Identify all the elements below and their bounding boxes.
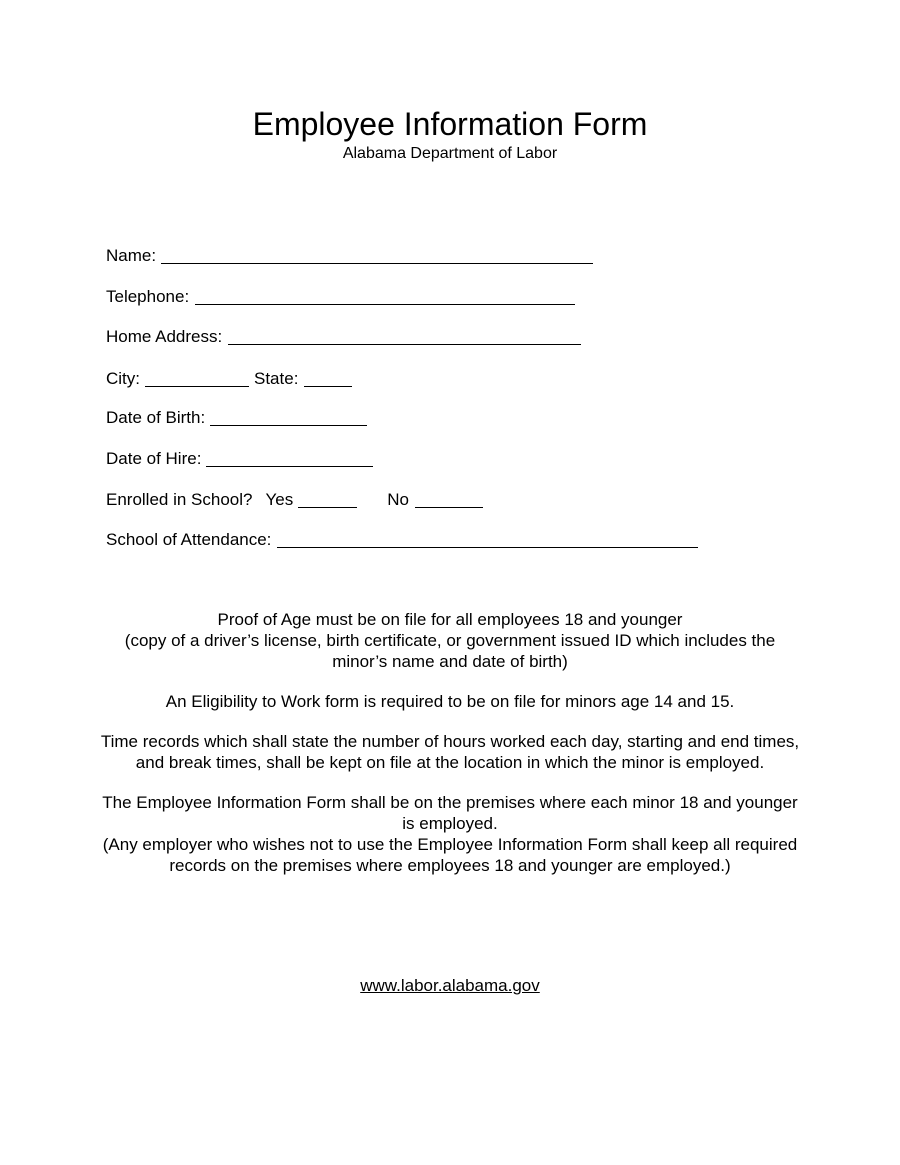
date-of-birth-field[interactable] [210, 425, 367, 426]
eligibility-note: An Eligibility to Work form is required to be on file for minors age 14 and 15. [165, 692, 735, 711]
form-subtitle: Alabama Department of Labor [342, 145, 558, 162]
city-label: City: [106, 369, 140, 388]
state-label: State: [254, 369, 299, 388]
school-field[interactable] [277, 547, 698, 548]
date-of-hire-label: Date of Hire: [106, 449, 202, 468]
enrolled-label: Enrolled in School? [106, 490, 253, 509]
footer [0, 975, 900, 996]
home-address-row [106, 323, 581, 347]
yes-label: Yes [265, 490, 294, 509]
telephone-label: Telephone: [106, 287, 190, 306]
proof-of-age-note [100, 609, 800, 672]
proof-of-age-line2: (copy of a driver’s license, birth certificate, or government issued ID which includes the minor’s name and date of birth) [124, 631, 776, 671]
telephone-row [106, 283, 575, 307]
no-field[interactable] [415, 507, 483, 508]
premises-line2: (Any employer who wishes not to use the Employee Information Form shall keep all required records on the premises where employees 18 and younger are employed.) [102, 835, 798, 875]
proof-of-age-line1: Proof of Age must be on file for all employees 18 and younger [217, 610, 683, 629]
enrolled-row [106, 486, 483, 510]
form-title: Employee Information Form [252, 106, 648, 142]
date-of-birth-row [106, 404, 367, 428]
name-row [106, 242, 593, 266]
premises-note [100, 792, 800, 876]
state-field[interactable] [304, 386, 352, 387]
date-of-hire-row [106, 445, 373, 469]
website-link[interactable]: www.labor.alabama.gov [360, 976, 540, 995]
date-of-birth-label: Date of Birth: [106, 408, 206, 427]
school-row [106, 526, 698, 550]
yes-field[interactable] [298, 507, 357, 508]
city-field[interactable] [145, 386, 249, 387]
time-records-note: Time records which shall state the number of hours worked each day, starting and end times, and break times, shall be kept on file at the location in which the minor is employed. [100, 732, 800, 772]
city-state-row [106, 365, 352, 389]
date-of-hire-field[interactable] [206, 466, 373, 467]
no-label: No [387, 490, 409, 509]
premises-line1: The Employee Information Form shall be on the premises where each minor 18 and younger is employed. [102, 793, 798, 833]
notes-section [100, 609, 800, 895]
name-label: Name: [106, 246, 157, 265]
school-label: School of Attendance: [106, 530, 272, 549]
home-address-label: Home Address: [106, 327, 223, 346]
telephone-field[interactable] [195, 304, 575, 305]
name-field[interactable] [161, 263, 593, 264]
home-address-field[interactable] [228, 344, 581, 345]
